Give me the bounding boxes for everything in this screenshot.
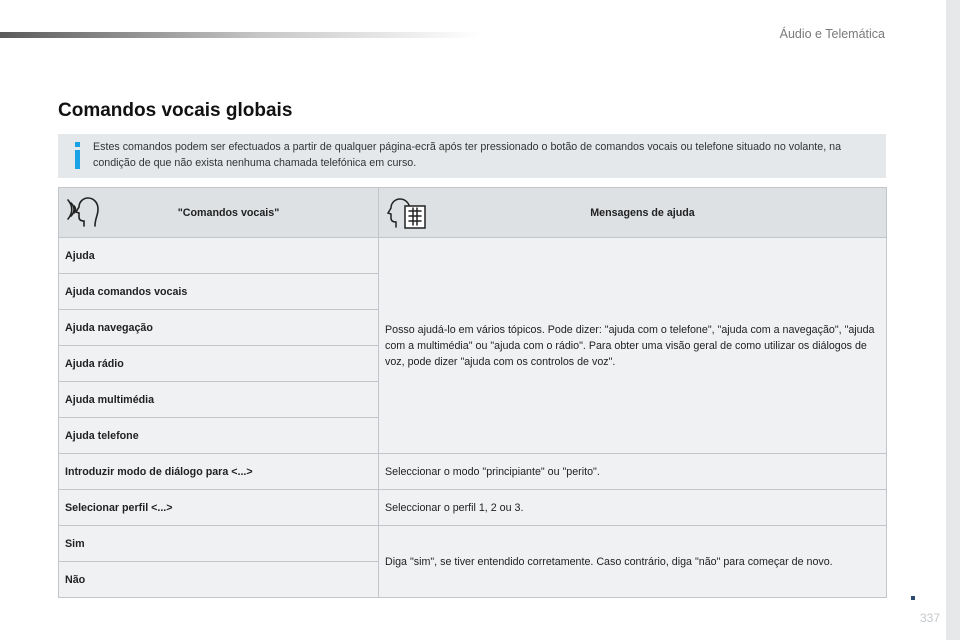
table-row <box>59 454 887 490</box>
section-header: Áudio e Telemática <box>779 27 885 41</box>
table-row <box>59 238 887 274</box>
voice-commands-table <box>58 187 887 598</box>
top-decorative-rule <box>0 32 480 38</box>
info-box <box>58 134 886 178</box>
help-cell: Diga "sim", se tiver entendido corretamente. Caso contrário, diga "não" para começar de novo. <box>379 526 887 598</box>
command-cell: Ajuda multimédia <box>59 382 379 418</box>
help-cell: Posso ajudá-lo em vários tópicos. Pode dizer: "ajuda com o telefone", "ajuda com a navegação", "ajuda com a multimédia" ou "ajuda com o rádio". Para obter uma visão geral de como utilizar os diálogos de voz, pode dizer "ajuda com os controlos de voz". <box>379 238 887 454</box>
side-strip <box>946 0 960 640</box>
table-row <box>59 490 887 526</box>
help-cell: Seleccionar o perfil 1, 2 ou 3. <box>379 490 887 526</box>
page-title: Comandos vocais globais <box>58 100 293 121</box>
command-cell: Introduzir modo de diálogo para <...> <box>59 454 379 490</box>
table-row <box>59 526 887 562</box>
command-cell: Selecionar perfil <...> <box>59 490 379 526</box>
table-header-row <box>59 188 887 238</box>
column-header-commands <box>59 188 379 238</box>
voice-command-icon <box>67 196 101 228</box>
column-header-commands-label: "Comandos vocais" <box>177 206 280 219</box>
column-header-help-label: Mensagens de ajuda <box>590 206 695 219</box>
command-cell: Ajuda <box>59 238 379 274</box>
column-header-help <box>379 188 887 238</box>
page-number: 337 <box>919 611 940 625</box>
command-cell: Sim <box>59 526 379 562</box>
command-cell: Ajuda navegação <box>59 310 379 346</box>
page-marker <box>911 596 915 600</box>
info-icon <box>73 142 81 172</box>
command-cell: Ajuda telefone <box>59 418 379 454</box>
command-cell: Não <box>59 562 379 598</box>
help-cell: Seleccionar o modo "principiante" ou "perito". <box>379 454 887 490</box>
info-text: Estes comandos podem ser efectuados a partir de qualquer página-ecrã após ter pressionado o botão de comandos vocais ou telefone situado no volante, na condição de que não exista nenhuma chamada telefónica em curso. <box>93 141 842 169</box>
command-cell: Ajuda comandos vocais <box>59 274 379 310</box>
voice-help-icon <box>387 196 427 230</box>
command-cell: Ajuda rádio <box>59 346 379 382</box>
